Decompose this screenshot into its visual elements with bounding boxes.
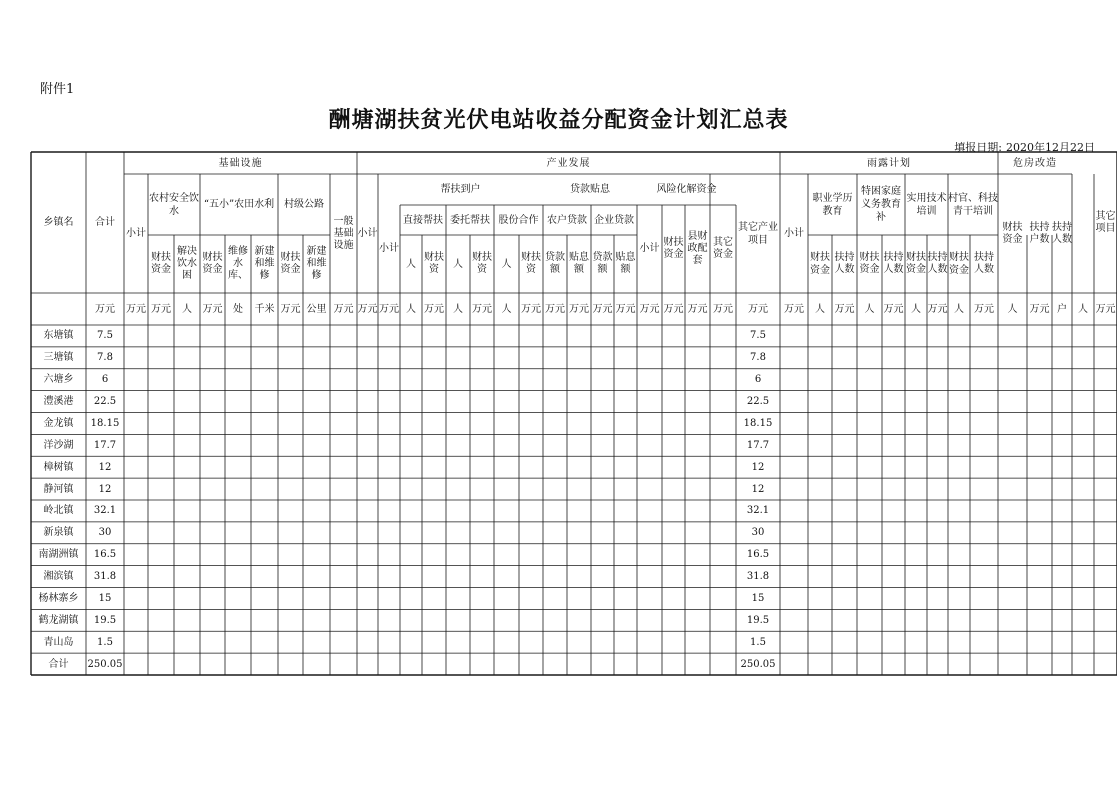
grand-total-label: 合计 [48, 658, 69, 670]
town-name: 湘滨镇 [43, 571, 74, 583]
town-name: 杨林寨乡 [38, 592, 79, 604]
row-other-industry: 1.5 [750, 636, 766, 648]
row-other-industry: 7.8 [750, 352, 766, 364]
header-shareholding: 股份合作 [498, 214, 539, 226]
header-loan-subsidy: 贷款贴息 [570, 184, 610, 195]
unit-cell: 万元 [357, 303, 378, 315]
town-name: 洋沙湖 [43, 439, 74, 451]
unit-cell: 万元 [1095, 303, 1116, 315]
header-direct-people: 人 [406, 258, 416, 270]
header-housing-fund: 财扶资金 [1002, 221, 1023, 245]
town-name: 六塘乡 [43, 374, 74, 386]
unit-cell: 人 [954, 303, 964, 315]
header-risk-county: 县财政配套 [687, 231, 708, 266]
row-total: 15 [98, 592, 112, 604]
row-total: 6 [101, 374, 109, 386]
unit-cell: 万元 [1029, 303, 1050, 315]
row-other-industry: 17.7 [746, 439, 770, 451]
header-housing-households: 扶持户数 [1029, 221, 1050, 245]
header-risk-other: 其它资金 [713, 237, 733, 260]
header-drinking-water: 农村安全饮水 [149, 192, 199, 217]
header-practical-tech: 实用技术培训 [906, 192, 947, 217]
header-drinking-fund: 财扶资金 [151, 252, 171, 275]
unit-cell: 人 [453, 303, 463, 315]
row-total: 7.5 [97, 330, 113, 342]
header-village-officials: 村官、科技青干培训 [948, 192, 998, 217]
unit-cell: 公里 [306, 303, 327, 315]
header-enterprise-loan-interest: 贴息额 [615, 252, 636, 275]
unit-cell: 千米 [254, 303, 275, 315]
header-drinking-people: 解决饮水困 [177, 246, 197, 281]
row-total: 16.5 [93, 549, 117, 561]
header-enterprise-loan-amount: 贷款额 [592, 252, 613, 275]
header-housing-people: 扶持人数 [1052, 221, 1072, 245]
row-other-industry: 12 [751, 483, 765, 495]
unit-cell: 万元 [569, 303, 589, 315]
town-name: 樟树镇 [43, 461, 74, 473]
unit-cell: 万元 [151, 303, 171, 315]
header-special-hardship: 特困家庭义务教育补 [861, 186, 901, 223]
unit-cell: 人 [815, 303, 825, 315]
header-direct-fund: 财扶资 [424, 252, 444, 275]
header-rain-subtotal: 小计 [784, 228, 804, 239]
header-entrusted-people: 人 [453, 258, 463, 270]
unit-cell: 人 [864, 303, 875, 315]
header-industry-subtotal: 小计 [357, 227, 378, 239]
unit-cell: 人 [911, 303, 921, 315]
unit-cell: 万元 [927, 303, 948, 315]
attachment-label: 附件1 [40, 82, 75, 97]
town-name: 岭北镇 [43, 505, 74, 517]
row-total: 18.15 [90, 417, 120, 429]
unit-cell: 万元 [834, 303, 855, 315]
unit-cell: 人 [501, 303, 512, 315]
unit-cell: 万元 [545, 303, 565, 315]
header-tech-fund: 财扶资金 [906, 252, 926, 275]
unit-cell: 万元 [126, 303, 146, 315]
header-water-new-build: 新建和维修 [254, 246, 275, 281]
header-water-conservancy: “五小”农田水利 [203, 199, 275, 210]
row-total: 32.1 [93, 505, 117, 517]
fill-date-label: 填报日期: [954, 141, 1002, 154]
row-total: 31.8 [93, 571, 117, 583]
unit-cell: 人 [182, 303, 192, 315]
town-name: 东塘镇 [43, 330, 74, 342]
header-road-fund: 财扶资金 [280, 252, 301, 275]
town-name: 金龙镇 [43, 417, 74, 429]
row-other-industry: 32.1 [746, 505, 770, 517]
header-risk-fund-fin: 财扶资金 [663, 237, 684, 260]
row-total: 1.5 [97, 636, 113, 648]
header-share-fund: 财扶资 [521, 252, 541, 275]
row-other-industry: 6 [754, 374, 762, 386]
header-industry: 产业发展 [546, 157, 591, 169]
header-infrastructure: 基础设施 [218, 157, 263, 169]
header-farmer-loan-amount: 贷款额 [545, 252, 565, 275]
header-tech-people: 扶持人数 [927, 252, 948, 275]
unit-cell: 处 [233, 303, 243, 315]
unit-cell: 万元 [472, 303, 492, 315]
unit-cell: 万元 [615, 303, 636, 315]
header-officials-people: 扶持人数 [974, 252, 994, 275]
row-total: 17.7 [93, 439, 117, 451]
unit-cell: 万元 [95, 303, 115, 315]
row-other-industry: 16.5 [746, 549, 770, 561]
page-title: 酬塘湖扶贫光伏电站收益分配资金计划汇总表 [328, 107, 789, 133]
unit-cell: 万元 [424, 303, 444, 315]
unit-cell: 万元 [663, 303, 684, 315]
town-name: 青山岛 [43, 636, 74, 648]
town-name: 三塘镇 [43, 352, 74, 364]
header-share-people: 人 [501, 258, 512, 270]
header-vocational-fund: 财扶资金 [810, 252, 830, 276]
row-total: 12 [98, 483, 112, 495]
header-officials-fund: 财扶资金 [949, 252, 969, 276]
header-other-items: 其它项目 [1095, 210, 1116, 234]
unit-cell: 万元 [333, 303, 354, 315]
header-dangerous-housing: 危房改造 [1013, 157, 1057, 169]
grand-total-value: 250.05 [87, 658, 123, 670]
header-total: 合计 [95, 217, 115, 228]
header-farmer-loan-interest: 贴息额 [569, 252, 589, 275]
row-other-industry: 19.5 [746, 614, 770, 626]
unit-cell: 户 [1057, 303, 1067, 315]
row-total: 22.5 [93, 396, 117, 408]
header-village-road: 村级公路 [284, 199, 324, 210]
unit-cell: 万元 [202, 303, 223, 315]
header-other-industry: 其它产业项目 [738, 221, 778, 246]
header-hardship-fund: 财扶资金 [859, 252, 880, 275]
row-other-industry: 22.5 [746, 396, 770, 408]
unit-cell: 万元 [639, 303, 660, 315]
unit-cell: 万元 [784, 303, 804, 315]
header-entrusted-fund: 财扶资 [472, 252, 492, 275]
row-other-industry: 18.15 [743, 417, 773, 429]
header-water-fund: 财扶资金 [202, 252, 223, 275]
unit-cell: 万元 [592, 303, 613, 315]
town-name: 澧溪港 [43, 396, 74, 408]
unit-cell: 万元 [521, 303, 541, 315]
header-help-subtotal: 小计 [379, 243, 399, 254]
header-blank-1 [1072, 152, 1094, 293]
header-water-repair: 维修水库、 [228, 246, 248, 281]
unit-cell: 万元 [974, 303, 994, 315]
row-other-industry: 7.5 [750, 330, 766, 342]
unit-cell: 人 [1007, 303, 1018, 315]
unit-cell: 人 [406, 303, 416, 315]
header-hardship-people: 扶持人数 [883, 252, 904, 275]
row-other-industry: 30 [751, 527, 765, 539]
header-general-infra: 一般基础设施 [333, 215, 354, 251]
row-total: 30 [98, 527, 112, 539]
header-rain-dew: 雨露计划 [867, 157, 911, 169]
unit-cell: 万元 [379, 303, 399, 315]
unit-cell: 万元 [713, 303, 733, 315]
row-total: 12 [98, 461, 112, 473]
unit-cell: 人 [1078, 303, 1088, 315]
town-name: 静河镇 [43, 483, 74, 495]
row-other-industry: 15 [751, 592, 765, 604]
header-enterprise-loan: 企业贷款 [594, 214, 634, 226]
unit-cell: 万元 [687, 303, 708, 315]
row-other-industry: 12 [751, 461, 765, 473]
header-town: 乡镇名 [43, 217, 74, 228]
row-total: 7.8 [97, 352, 113, 364]
header-infra-subtotal: 小计 [126, 227, 146, 239]
header-farmer-loan: 农户贷款 [547, 214, 587, 226]
fill-date-value: 2020年12月22日 [1006, 141, 1095, 154]
header-vocational-people: 扶持人数 [834, 252, 855, 275]
header-help-households: 帮扶到户 [440, 184, 481, 195]
header-risk-fund: 风险化解资金 [656, 184, 717, 195]
town-name: 鹤龙湖镇 [38, 614, 79, 626]
town-name: 南湖洲镇 [38, 549, 79, 561]
header-direct-help: 直接帮扶 [403, 214, 443, 226]
unit-cell: 万元 [748, 303, 768, 315]
header-entrusted-help: 委托帮扶 [450, 214, 490, 226]
town-name: 新泉镇 [43, 527, 74, 539]
header-road-new-build: 新建和维修 [306, 246, 327, 281]
header-vocational: 职业学历教育 [812, 192, 853, 217]
unit-cell: 万元 [280, 303, 301, 315]
row-other-industry: 31.8 [746, 571, 770, 583]
header-risk-subtotal: 小计 [639, 243, 660, 254]
grand-total-other-industry: 250.05 [740, 658, 776, 670]
unit-cell: 万元 [883, 303, 904, 315]
row-total: 19.5 [93, 614, 117, 626]
